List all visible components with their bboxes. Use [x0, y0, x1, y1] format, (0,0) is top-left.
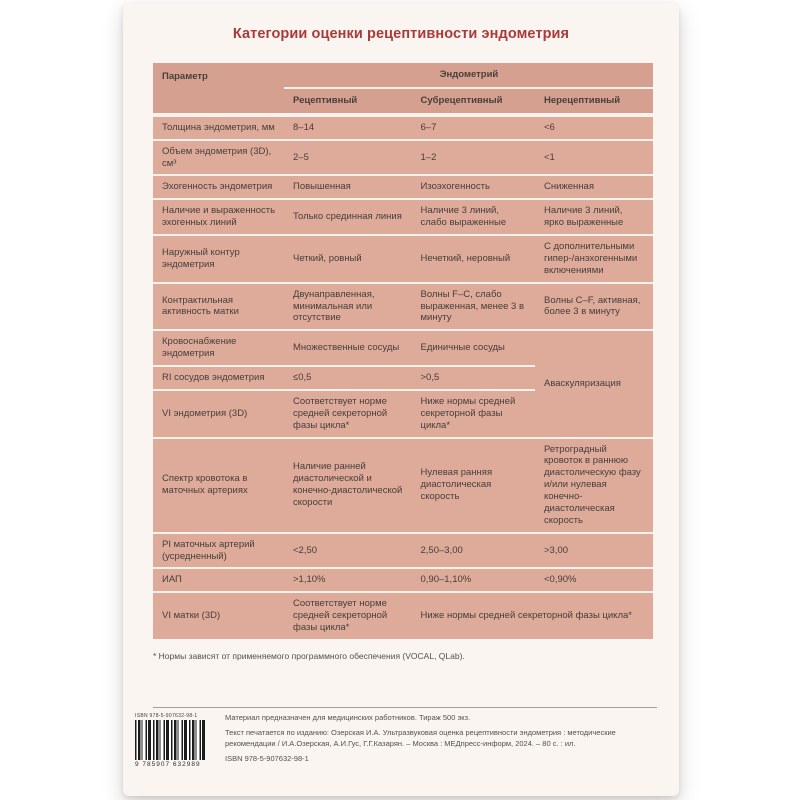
column-group-endometrium: Эндометрий: [284, 63, 653, 89]
param-cell: VI матки (3D): [153, 591, 284, 639]
footnote: * Нормы зависят от применяемого программного обеспечения (VOCAL, QLab).: [153, 650, 465, 661]
audience-line: Материал предназначен для медицинских работников. Тираж 500 экз.: [225, 713, 471, 722]
table-row: [153, 174, 653, 198]
table-row: [153, 234, 653, 282]
nonreceptive-cell: Волны C–F, активная, более 3 в минуту: [535, 282, 653, 330]
receptive-cell: Двунаправленная, минимальная или отсутствие: [284, 282, 412, 330]
table-row: [153, 591, 653, 639]
receptivity-table-wrap: [153, 63, 653, 639]
param-cell: RI сосудов эндометрия: [153, 365, 284, 389]
page-title: Категории оценки рецептивности эндометрия: [232, 26, 570, 42]
subreceptive-cell: Нулевая ранняя диастолическая скорость: [412, 437, 536, 532]
param-cell: Толщина эндометрия, мм: [153, 113, 284, 139]
param-cell: Эхогенность эндометрия: [153, 174, 284, 198]
citation-line: Текст печатается по изданию: Озерская И.А. Ультразвуковая оценка рецептивности эндометрия : методические рекомендации / И.А.Озерская, А.И.Гус, Г.Г.Казарян. – Москва : МЕДпресс-информ, 2024. – 80 с. : ил.: [225, 727, 616, 748]
header-row-group: [153, 63, 653, 89]
subreceptive-cell: Ниже нормы средней секреторной фазы цикла*: [412, 389, 536, 437]
barcode-digits: 9 785907 632989: [135, 761, 201, 768]
receptive-cell: Только срединная линия: [284, 198, 412, 234]
subreceptive-cell: 0,90–1,10%: [412, 567, 536, 591]
param-cell: Объем эндометрия (3D), см³: [153, 139, 284, 175]
param-cell: Контрактильная активность матки: [153, 282, 284, 330]
subreceptive-cell: Единичные сосуды: [412, 329, 536, 365]
table-row: [153, 282, 653, 330]
receptive-cell: Наличие ранней диастолической и конечно-диастолической скорости: [284, 437, 412, 532]
receptive-cell: >1,10%: [284, 567, 412, 591]
subreceptive-cell: Нечеткий, неровный: [412, 234, 536, 282]
nonreceptive-cell: <6: [535, 113, 653, 139]
imprint-text: [225, 713, 657, 769]
subreceptive-cell: Волны F–C, слабо выраженная, менее 3 в минуту: [412, 282, 536, 330]
receptive-cell: Множественные сосуды: [284, 329, 412, 365]
nonreceptive-cell: С дополнительными гипер-/анэхогенными включениями: [535, 234, 653, 282]
subreceptive-cell: Изоэхогенность: [412, 174, 536, 198]
table-row: [153, 567, 653, 591]
receptive-cell: Соответствует норме средней секреторной фазы цикла*: [284, 389, 412, 437]
param-cell: PI маточных артерий (усредненный): [153, 532, 284, 568]
receptive-cell: 2–5: [284, 139, 412, 175]
receptive-cell: ≤0,5: [284, 365, 412, 389]
isbn-line: ISBN 978-5-907632-98-1: [225, 753, 309, 763]
nonreceptive-cell: <0,90%: [535, 567, 653, 591]
nonreceptive-cell: Наличие 3 линий, ярко выраженные: [535, 198, 653, 234]
nonreceptive-cell: Ретроградный кровоток в раннюю диастолическую фазу и/или нулевая конечно-диастолическая скорость: [535, 437, 653, 532]
subreceptive-cell: 2,50–3,00: [412, 532, 536, 568]
table-row: [153, 437, 653, 532]
receptive-cell: Соответствует норме средней секреторной фазы цикла*: [284, 591, 412, 639]
barcode-block: [135, 713, 207, 769]
table-row: [153, 532, 653, 568]
subreceptive-cell: 1–2: [412, 139, 536, 175]
receptivity-table: [153, 63, 653, 639]
column-header-parameter: Параметр: [153, 63, 284, 113]
subreceptive-cell: 6–7: [412, 113, 536, 139]
barcode-image: [135, 720, 205, 760]
nonreceptive-merged-cell: Аваскуляризация: [535, 329, 653, 436]
param-cell: Наружный контур эндометрия: [153, 234, 284, 282]
receptive-cell: 8–14: [284, 113, 412, 139]
subreceptive-cell: >0,5: [412, 365, 536, 389]
nonreceptive-cell: Сниженная: [535, 174, 653, 198]
param-cell: Кровоснабжение эндометрия: [153, 329, 284, 365]
nonreceptive-cell: <1: [535, 139, 653, 175]
receptive-cell: <2,50: [284, 532, 412, 568]
column-header-receptive: Рецептивный: [284, 89, 412, 113]
table-row: [153, 329, 653, 365]
receptive-cell: Повышенная: [284, 174, 412, 198]
param-cell: Спектр кровотока в маточных артериях: [153, 437, 284, 532]
barcode-isbn-label: ISBN 978-5-907632-98-1: [135, 713, 198, 719]
divider-rule: [153, 707, 657, 708]
param-cell: Наличие и выраженность эхогенных линий: [153, 198, 284, 234]
column-header-nonreceptive: Нерецептивный: [535, 89, 653, 113]
receptive-cell: Четкий, ровный: [284, 234, 412, 282]
subreceptive-cell: Наличие 3 линий, слабо выраженные: [412, 198, 536, 234]
table-row: [153, 198, 653, 234]
param-cell: VI эндометрия (3D): [153, 389, 284, 437]
column-header-subreceptive: Субрецептивный: [412, 89, 536, 113]
table-row: [153, 113, 653, 139]
table-row: [153, 139, 653, 175]
imprint-block: [135, 707, 657, 769]
param-cell: ИАП: [153, 567, 284, 591]
subreceptive-merged-cell: Ниже нормы средней секреторной фазы цикла*: [412, 591, 654, 639]
book-back-page: [123, 3, 679, 796]
nonreceptive-cell: >3,00: [535, 532, 653, 568]
